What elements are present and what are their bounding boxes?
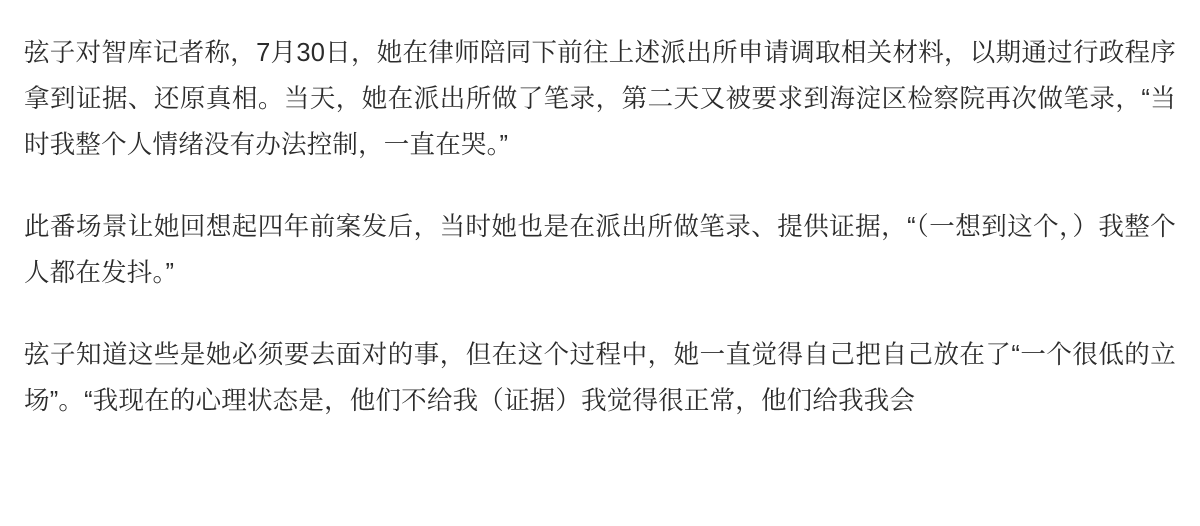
article-body [24,30,1176,424]
paragraph: 弦子对智库记者称，7月30日，她在律师陪同下前往上述派出所申请调取相关材料，以期通过行政程序拿到证据、还原真相。当天，她在派出所做了笔录，第二天又被要求到海淀区检察院再次做笔录，“当时我整个人情绪没有办法控制，一直在哭。” [24,39,1176,159]
paragraph: 此番场景让她回想起四年前案发后，当时她也是在派出所做笔录、提供证据，“（一想到这个，）我整个人都在发抖。” [24,213,1176,287]
paragraph: 弦子知道这些是她必须要去面对的事，但在这个过程中，她一直觉得自己把自己放在了“一个很低的立场”。“我现在的心理状态是，他们不给我（证据）我觉得很正常，他们给我我会 [24,341,1176,415]
